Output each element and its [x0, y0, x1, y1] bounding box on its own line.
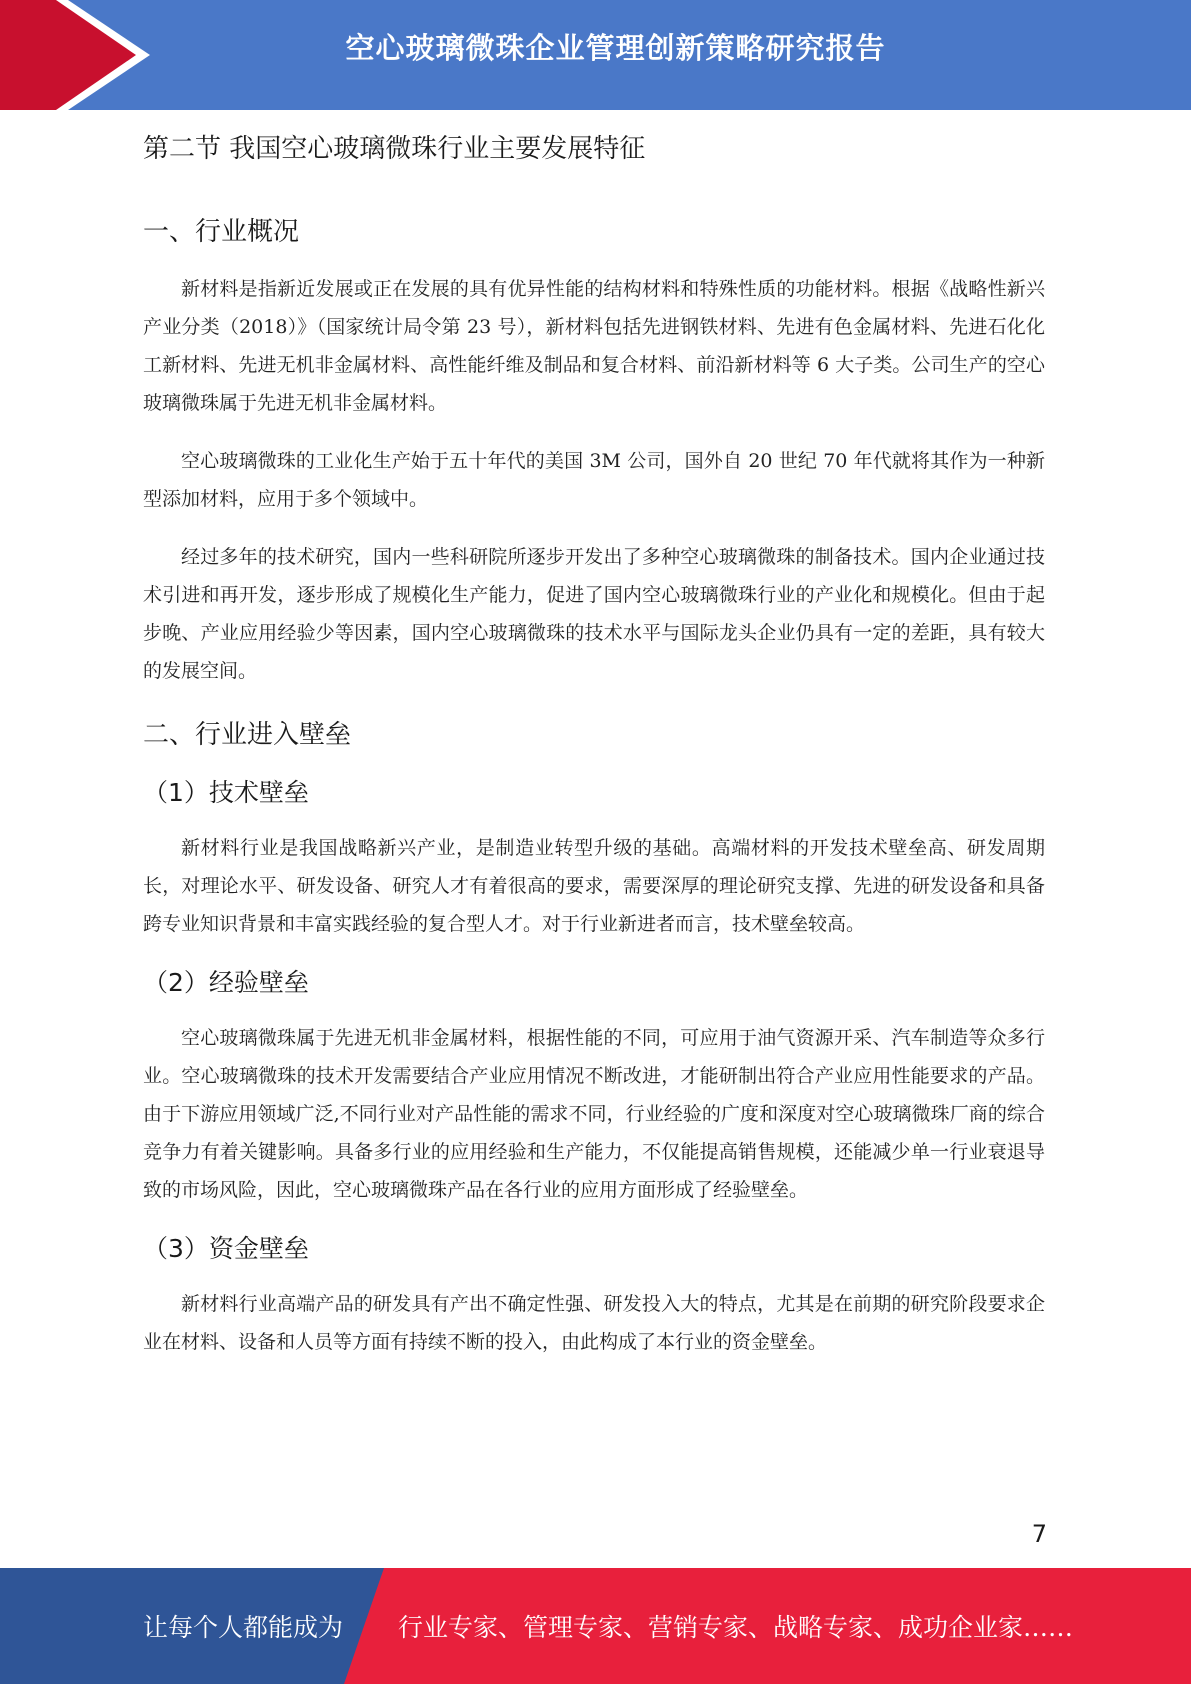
footer-slogan-left: 让每个人都能成为	[143, 1613, 344, 1642]
document-body	[143, 128, 1045, 1381]
footer-slogan-right: 行业专家、管理专家、营销专家、战略专家、成功企业家……	[398, 1613, 1074, 1642]
heading-industry-overview: 一、行业概况	[143, 217, 300, 247]
paragraph: 经过多年的技术研究，国内一些科研院所逐步开发出了多种空心玻璃微珠的制备技术。国内企业通过技术引进和再开发，逐步形成了规模化生产能力，促进了国内空心玻璃微珠行业的产业化和规模化。但由于起步晚、产业应用经验少等因素，国内空心玻璃微珠的技术水平与国际龙头企业仍具有一定的差距，具有较大的发展空间。	[143, 546, 1045, 682]
paragraph: 新材料行业高端产品的研发具有产出不确定性强、研发投入大的特点，尤其是在前期的研究阶段要求企业在材料、设备和人员等方面有持续不断的投入，由此构成了本行业的资金壁垒。	[143, 1293, 1045, 1353]
page-header	[0, 0, 1191, 110]
heading-tech-barrier: （1）技术壁垒	[143, 778, 309, 807]
page-number: 7	[1031, 1520, 1047, 1548]
heading-capital-barrier: （3）资金壁垒	[143, 1234, 309, 1263]
page-footer	[0, 1568, 1191, 1684]
paragraph: 空心玻璃微珠的工业化生产始于五十年代的美国 3M 公司，国外自 20 世纪 70 年代就将其作为一种新型添加材料，应用于多个领域中。	[143, 450, 1045, 510]
heading-experience-barrier: （2）经验壁垒	[143, 968, 309, 997]
section-title: 第二节 我国空心玻璃微珠行业主要发展特征	[143, 134, 646, 164]
paragraph: 新材料是指新近发展或正在发展的具有优异性能的结构材料和特殊性质的功能材料。根据《战略性新兴产业分类（2018）》（国家统计局令第 23 号），新材料包括先进钢铁材料、先进有色金属材料、先进石化化工新材料、先进无机非金属材料、高性能纤维及制品和复合材料、前沿新材料等 6 大子类。公司生产的空心玻璃微珠属于先进无机非金属材料。	[143, 278, 1045, 414]
paragraph: 新材料行业是我国战略新兴产业，是制造业转型升级的基础。高端材料的开发技术壁垒高、研发周期长，对理论水平、研发设备、研究人才有着很高的要求，需要深厚的理论研究支撑、先进的研发设备和具备跨专业知识背景和丰富实践经验的复合型人才。对于行业新进者而言，技术壁垒较高。	[143, 837, 1045, 935]
paragraph: 空心玻璃微珠属于先进无机非金属材料，根据性能的不同，可应用于油气资源开采、汽车制造等众多行业。空心玻璃微珠的技术开发需要结合产业应用情况不断改进，才能研制出符合产业应用性能要求的产品。由于下游应用领域广泛,不同行业对产品性能的需求不同，行业经验的广度和深度对空心玻璃微珠厂商的综合竞争力有着关键影响。具备多行业的应用经验和生产能力，不仅能提高销售规模，还能减少单一行业衰退导致的市场风险，因此，空心玻璃微珠产品在各行业的应用方面形成了经验壁垒。	[143, 1027, 1045, 1201]
heading-entry-barriers: 二、行业进入壁垒	[143, 720, 352, 750]
report-title: 空心玻璃微珠企业管理创新策略研究报告	[345, 31, 886, 65]
